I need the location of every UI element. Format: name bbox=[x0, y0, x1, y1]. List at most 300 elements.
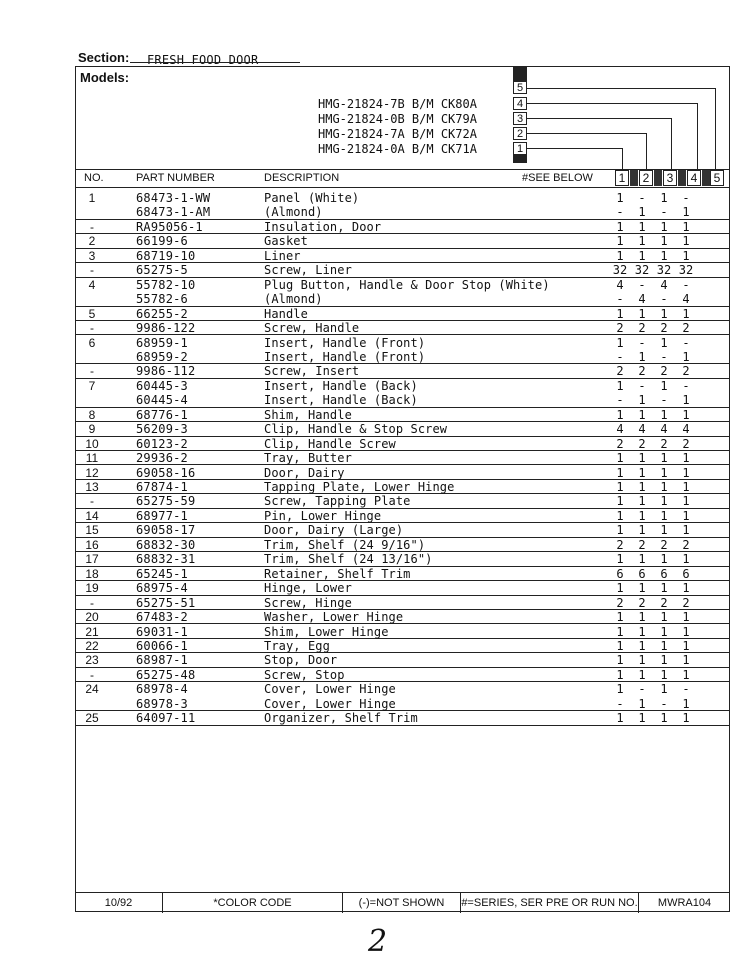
table-row bbox=[75, 479, 730, 494]
row-qty-model-4: 2 bbox=[682, 595, 690, 610]
row-qty-model-1: - bbox=[616, 349, 624, 364]
row-part-number: 68719-10 bbox=[136, 248, 196, 263]
row-item-number: 18 bbox=[85, 566, 99, 581]
row-qty-model-4: - bbox=[682, 378, 690, 393]
col-header-see-below: #SEE BELOW bbox=[522, 172, 593, 184]
row-item-number: 3 bbox=[88, 248, 96, 263]
row-description: Clip, Handle & Stop Screw bbox=[264, 422, 448, 437]
row-item-number: 21 bbox=[85, 624, 99, 639]
row-part-number: 68832-30 bbox=[136, 537, 196, 552]
row-qty-model-2: 1 bbox=[638, 624, 646, 639]
row-qty-model-3: 1 bbox=[660, 711, 668, 726]
row-item-number: 7 bbox=[88, 378, 96, 393]
table-row bbox=[75, 363, 730, 378]
row-qty-model-1: - bbox=[616, 292, 624, 307]
row-qty-model-2: 1 bbox=[638, 508, 646, 523]
row-qty-model-2: 1 bbox=[638, 219, 646, 234]
row-item-number: 17 bbox=[85, 552, 99, 567]
row-qty-model-1: 4 bbox=[616, 422, 624, 437]
row-part-number: 65275-51 bbox=[136, 595, 196, 610]
row-qty-model-3: 1 bbox=[660, 407, 668, 422]
row-part-number: 60066-1 bbox=[136, 638, 188, 653]
row-qty-model-2: 1 bbox=[638, 465, 646, 480]
row-item-number: 8 bbox=[88, 407, 96, 422]
row-qty-model-4: 2 bbox=[682, 436, 690, 451]
page-number: 2 bbox=[368, 924, 388, 959]
row-qty-model-1: - bbox=[616, 393, 624, 408]
model-box-marker-bottom bbox=[513, 155, 527, 163]
row-item-number: - bbox=[90, 667, 94, 682]
row-qty-model-3: - bbox=[660, 205, 668, 220]
row-item-number: 9 bbox=[88, 422, 96, 437]
row-qty-model-2: 2 bbox=[638, 436, 646, 451]
row-item-number: 12 bbox=[85, 465, 99, 480]
row-qty-model-2: 2 bbox=[638, 595, 646, 610]
row-qty-model-4: 1 bbox=[682, 407, 690, 422]
row-qty-model-3: - bbox=[660, 349, 668, 364]
model-box-3: 3 bbox=[513, 112, 527, 125]
model-3-name: HMG-21824-0B B/M CK79A bbox=[318, 112, 477, 126]
row-qty-model-3: 1 bbox=[660, 378, 668, 393]
row-item-number: 13 bbox=[85, 480, 99, 494]
row-qty-model-1: 1 bbox=[616, 191, 624, 205]
row-description: (Almond) bbox=[264, 292, 323, 307]
row-item-number: 6 bbox=[88, 335, 96, 350]
row-qty-model-4: 32 bbox=[678, 263, 694, 278]
col-sep-4 bbox=[702, 170, 710, 186]
row-qty-model-4: 1 bbox=[682, 667, 690, 682]
row-qty-model-3: 4 bbox=[660, 422, 668, 437]
row-qty-model-2: 1 bbox=[638, 306, 646, 321]
row-item-number: - bbox=[90, 219, 94, 234]
row-qty-model-2: - bbox=[638, 378, 646, 393]
row-part-number: 66255-2 bbox=[136, 306, 188, 321]
row-description: Screw, Tapping Plate bbox=[264, 494, 411, 509]
table-row bbox=[75, 508, 730, 523]
row-qty-model-4: 1 bbox=[682, 465, 690, 480]
row-qty-model-2: 4 bbox=[638, 422, 646, 437]
row-qty-model-3: 6 bbox=[660, 566, 668, 581]
table-row bbox=[75, 306, 730, 321]
col-sep-1 bbox=[630, 170, 638, 186]
row-description: Stop, Door bbox=[264, 653, 338, 668]
row-qty-model-2: 4 bbox=[638, 292, 646, 307]
row-part-number: 55782-6 bbox=[136, 292, 188, 307]
table-row bbox=[75, 291, 730, 306]
row-item-number: 4 bbox=[88, 277, 96, 292]
col-header-4: 4 bbox=[687, 170, 701, 186]
col-header-5: 5 bbox=[710, 170, 724, 186]
row-qty-model-1: 1 bbox=[616, 624, 624, 639]
row-item-number: 16 bbox=[85, 537, 99, 552]
row-description: Cover, Lower Hinge bbox=[264, 682, 396, 697]
row-qty-model-2: 2 bbox=[638, 321, 646, 336]
row-qty-model-3: 1 bbox=[660, 306, 668, 321]
row-part-number: 69031-1 bbox=[136, 624, 188, 639]
row-qty-model-3: 1 bbox=[660, 653, 668, 668]
row-qty-model-3: 2 bbox=[660, 537, 668, 552]
row-qty-model-1: 1 bbox=[616, 552, 624, 567]
row-part-number: 68473-1-AM bbox=[136, 205, 211, 220]
row-qty-model-2: 1 bbox=[638, 349, 646, 364]
row-part-number: 29936-2 bbox=[136, 451, 188, 466]
row-item-number: - bbox=[90, 494, 94, 509]
row-qty-model-4: - bbox=[682, 682, 690, 697]
table-row bbox=[75, 595, 730, 610]
row-qty-model-3: 1 bbox=[660, 480, 668, 494]
row-description: Cover, Lower Hinge bbox=[264, 696, 396, 711]
table-row bbox=[75, 248, 730, 263]
row-description: Insert, Handle (Back) bbox=[264, 378, 418, 393]
row-qty-model-3: 1 bbox=[660, 523, 668, 538]
row-qty-model-2: 1 bbox=[638, 480, 646, 494]
col-sep-2 bbox=[654, 170, 662, 186]
table-row bbox=[75, 522, 730, 537]
row-part-number: 65275-48 bbox=[136, 667, 196, 682]
row-description: Tray, Butter bbox=[264, 451, 352, 466]
row-qty-model-2: 1 bbox=[638, 552, 646, 567]
table-row bbox=[75, 652, 730, 667]
row-qty-model-3: 1 bbox=[660, 234, 668, 249]
row-qty-model-1: 32 bbox=[612, 263, 628, 278]
model-1-name: HMG-21824-0A B/M CK71A bbox=[318, 142, 477, 156]
table-row bbox=[75, 320, 730, 335]
row-qty-model-4: 1 bbox=[682, 696, 690, 711]
table-row bbox=[75, 551, 730, 566]
row-part-number: 60445-4 bbox=[136, 393, 188, 408]
table-row bbox=[75, 710, 730, 725]
row-qty-model-1: 1 bbox=[616, 465, 624, 480]
row-description: Shim, Lower Hinge bbox=[264, 624, 389, 639]
row-qty-model-2: 1 bbox=[638, 667, 646, 682]
row-part-number: 68978-4 bbox=[136, 682, 188, 697]
row-item-number: 5 bbox=[88, 306, 96, 321]
row-qty-model-4: - bbox=[682, 191, 690, 205]
row-qty-model-1: 1 bbox=[616, 667, 624, 682]
row-qty-model-1: 1 bbox=[616, 248, 624, 263]
row-qty-model-3: 1 bbox=[660, 552, 668, 567]
row-qty-model-4: 1 bbox=[682, 306, 690, 321]
model-box-1: 1 bbox=[513, 142, 527, 155]
row-qty-model-3: 32 bbox=[656, 263, 672, 278]
row-item-number: 20 bbox=[85, 610, 99, 625]
row-qty-model-1: 1 bbox=[616, 378, 624, 393]
row-description: Screw, Stop bbox=[264, 667, 345, 682]
table-row bbox=[75, 277, 730, 291]
section-value: FRESH FOOD DOOR bbox=[147, 53, 259, 67]
row-part-number: 68977-1 bbox=[136, 508, 188, 523]
row-qty-model-1: 1 bbox=[616, 494, 624, 509]
model-2-name: HMG-21824-7A B/M CK72A bbox=[318, 127, 477, 141]
table-row bbox=[75, 378, 730, 392]
row-qty-model-3: 1 bbox=[660, 191, 668, 205]
table-row bbox=[75, 262, 730, 277]
row-qty-model-4: 1 bbox=[682, 581, 690, 596]
table-row bbox=[75, 219, 730, 234]
row-qty-model-3: - bbox=[660, 393, 668, 408]
row-part-number: 69058-17 bbox=[136, 523, 196, 538]
col-header-part-number: PART NUMBER bbox=[136, 172, 215, 184]
row-qty-model-4: 1 bbox=[682, 494, 690, 509]
col-header-1: 1 bbox=[615, 170, 629, 186]
row-part-number: 65275-59 bbox=[136, 494, 196, 509]
section-label: Section: bbox=[78, 50, 130, 65]
row-part-number: 68978-3 bbox=[136, 696, 188, 711]
row-qty-model-1: 4 bbox=[616, 277, 624, 292]
row-qty-model-2: 1 bbox=[638, 407, 646, 422]
table-row bbox=[75, 667, 730, 682]
row-qty-model-1: 1 bbox=[616, 682, 624, 697]
model-box-5: 5 bbox=[513, 81, 527, 94]
row-qty-model-1: 1 bbox=[616, 234, 624, 249]
table-row bbox=[75, 638, 730, 653]
model-box-4: 4 bbox=[513, 97, 527, 110]
footer-color-code: *COLOR CODE bbox=[163, 893, 343, 913]
row-qty-model-3: 1 bbox=[660, 494, 668, 509]
col-header-no: NO. bbox=[84, 172, 104, 184]
row-qty-model-1: 1 bbox=[616, 711, 624, 726]
row-description: Pin, Lower Hinge bbox=[264, 508, 382, 523]
row-description: Insert, Handle (Front) bbox=[264, 335, 426, 350]
row-item-number: 2 bbox=[88, 234, 96, 249]
row-part-number: 65245-1 bbox=[136, 566, 188, 581]
row-qty-model-3: 1 bbox=[660, 508, 668, 523]
row-qty-model-1: 1 bbox=[616, 581, 624, 596]
row-qty-model-3: 1 bbox=[660, 581, 668, 596]
row-qty-model-2: - bbox=[638, 277, 646, 292]
row-qty-model-2: - bbox=[638, 335, 646, 350]
row-qty-model-2: 1 bbox=[638, 523, 646, 538]
row-qty-model-2: 1 bbox=[638, 581, 646, 596]
row-part-number: RA95056-1 bbox=[136, 219, 203, 234]
row-description: Screw, Handle bbox=[264, 321, 360, 336]
footer-code: MWRA104 bbox=[657, 897, 712, 909]
row-part-number: 68959-2 bbox=[136, 349, 188, 364]
table-row bbox=[75, 493, 730, 508]
row-qty-model-4: 1 bbox=[682, 248, 690, 263]
row-qty-model-1: 6 bbox=[616, 566, 624, 581]
row-qty-model-4: 1 bbox=[682, 653, 690, 668]
row-qty-model-1: 1 bbox=[616, 407, 624, 422]
row-item-number: - bbox=[90, 263, 94, 278]
row-qty-model-3: 2 bbox=[660, 364, 668, 379]
row-description: Door, Dairy bbox=[264, 465, 345, 480]
row-part-number: 68832-31 bbox=[136, 552, 196, 567]
row-qty-model-1: - bbox=[616, 205, 624, 220]
row-qty-model-1: 1 bbox=[616, 219, 624, 234]
row-item-number: 10 bbox=[85, 436, 99, 451]
row-description: Screw, Liner bbox=[264, 263, 352, 278]
row-part-number: 56209-3 bbox=[136, 422, 188, 437]
row-qty-model-2: 2 bbox=[638, 537, 646, 552]
row-part-number: 68975-4 bbox=[136, 581, 188, 596]
table-row bbox=[75, 580, 730, 595]
row-qty-model-4: 2 bbox=[682, 364, 690, 379]
row-item-number: 24 bbox=[85, 682, 99, 697]
table-row bbox=[75, 450, 730, 465]
col-header-description: DESCRIPTION bbox=[264, 172, 340, 184]
row-part-number: 60445-3 bbox=[136, 378, 188, 393]
table-row bbox=[75, 537, 730, 552]
row-qty-model-2: 1 bbox=[638, 711, 646, 726]
row-qty-model-2: 1 bbox=[638, 653, 646, 668]
row-qty-model-4: 1 bbox=[682, 610, 690, 625]
row-part-number: 9986-122 bbox=[136, 321, 196, 336]
row-qty-model-3: - bbox=[660, 292, 668, 307]
row-qty-model-4: 1 bbox=[682, 552, 690, 567]
row-qty-model-2: 32 bbox=[634, 263, 650, 278]
row-qty-model-3: 1 bbox=[660, 451, 668, 466]
row-item-number: - bbox=[90, 595, 94, 610]
row-part-number: 64097-11 bbox=[136, 711, 196, 726]
row-description: Organizer, Shelf Trim bbox=[264, 711, 418, 726]
row-description: Washer, Lower Hinge bbox=[264, 610, 404, 625]
row-part-number: 68987-1 bbox=[136, 653, 188, 668]
row-description: Panel (White) bbox=[264, 191, 360, 205]
row-qty-model-4: 1 bbox=[682, 508, 690, 523]
row-description: Tapping Plate, Lower Hinge bbox=[264, 480, 455, 494]
row-qty-model-1: 1 bbox=[616, 523, 624, 538]
table-row bbox=[75, 436, 730, 451]
row-description: Trim, Shelf (24 13/16") bbox=[264, 552, 433, 567]
row-qty-model-2: 1 bbox=[638, 451, 646, 466]
row-item-number: 14 bbox=[85, 508, 99, 523]
row-description: Gasket bbox=[264, 234, 308, 249]
row-description: Trim, Shelf (24 9/16") bbox=[264, 537, 426, 552]
table-row bbox=[75, 407, 730, 422]
row-item-number: 25 bbox=[85, 711, 99, 726]
row-item-number: 15 bbox=[85, 523, 99, 538]
row-qty-model-4: 1 bbox=[682, 624, 690, 639]
model-box-marker bbox=[513, 67, 527, 81]
row-qty-model-2: 1 bbox=[638, 234, 646, 249]
row-qty-model-4: - bbox=[682, 335, 690, 350]
row-qty-model-3: 1 bbox=[660, 219, 668, 234]
table-row bbox=[75, 681, 730, 695]
row-qty-model-1: 1 bbox=[616, 480, 624, 494]
row-description: Tray, Egg bbox=[264, 638, 330, 653]
row-qty-model-4: 1 bbox=[682, 638, 690, 653]
footer bbox=[75, 892, 730, 913]
row-qty-model-1: 1 bbox=[616, 508, 624, 523]
row-qty-model-2: 6 bbox=[638, 566, 646, 581]
row-qty-model-4: 2 bbox=[682, 537, 690, 552]
row-part-number: 9986-112 bbox=[136, 364, 196, 379]
row-qty-model-2: - bbox=[638, 191, 646, 205]
row-description: Screw, Hinge bbox=[264, 595, 352, 610]
table-row bbox=[75, 190, 730, 204]
row-item-number: 23 bbox=[85, 653, 99, 668]
footer-date: 10/92 bbox=[75, 893, 163, 913]
table-row bbox=[75, 233, 730, 248]
table-row bbox=[75, 392, 730, 407]
row-qty-model-1: 2 bbox=[616, 436, 624, 451]
table-row bbox=[75, 349, 730, 364]
row-qty-model-4: 1 bbox=[682, 393, 690, 408]
row-qty-model-3: 1 bbox=[660, 248, 668, 263]
row-part-number: 68776-1 bbox=[136, 407, 188, 422]
row-qty-model-3: 1 bbox=[660, 465, 668, 480]
col-header-3: 3 bbox=[663, 170, 677, 186]
row-item-number: 22 bbox=[85, 638, 99, 653]
table-row bbox=[75, 609, 730, 624]
row-description: Insulation, Door bbox=[264, 219, 382, 234]
row-description: Liner bbox=[264, 248, 301, 263]
row-qty-model-2: 2 bbox=[638, 364, 646, 379]
row-part-number: 67483-2 bbox=[136, 610, 188, 625]
row-qty-model-1: 2 bbox=[616, 364, 624, 379]
row-qty-model-2: 1 bbox=[638, 205, 646, 220]
row-description: Handle bbox=[264, 306, 308, 321]
row-part-number: 66199-6 bbox=[136, 234, 188, 249]
section-underline bbox=[130, 62, 300, 63]
row-qty-model-2: 1 bbox=[638, 696, 646, 711]
row-qty-model-3: 1 bbox=[660, 682, 668, 697]
row-qty-model-1: 1 bbox=[616, 610, 624, 625]
row-item-number: - bbox=[90, 321, 94, 336]
row-qty-model-2: 1 bbox=[638, 638, 646, 653]
row-description: Clip, Handle Screw bbox=[264, 436, 396, 451]
row-part-number: 69058-16 bbox=[136, 465, 196, 480]
row-qty-model-3: 1 bbox=[660, 638, 668, 653]
models-label: Models: bbox=[80, 70, 130, 85]
row-qty-model-4: 4 bbox=[682, 292, 690, 307]
row-qty-model-3: 1 bbox=[660, 667, 668, 682]
table-row bbox=[75, 421, 730, 436]
row-item-number: 1 bbox=[88, 191, 96, 205]
row-description: Hinge, Lower bbox=[264, 581, 352, 596]
row-qty-model-3: 1 bbox=[660, 624, 668, 639]
row-qty-model-4: 1 bbox=[682, 480, 690, 494]
row-description: Insert, Handle (Front) bbox=[264, 349, 426, 364]
row-description: Door, Dairy (Large) bbox=[264, 523, 404, 538]
row-qty-model-2: 1 bbox=[638, 248, 646, 263]
row-qty-model-1: 2 bbox=[616, 537, 624, 552]
connector-1 bbox=[527, 148, 623, 171]
row-qty-model-4: 1 bbox=[682, 711, 690, 726]
row-qty-model-1: 1 bbox=[616, 451, 624, 466]
row-qty-model-2: 1 bbox=[638, 393, 646, 408]
row-qty-model-1: 1 bbox=[616, 306, 624, 321]
row-qty-model-4: 1 bbox=[682, 349, 690, 364]
footer-series: #=SERIES, SER PRE OR RUN NO. bbox=[461, 893, 639, 913]
row-part-number: 67874-1 bbox=[136, 480, 188, 494]
row-part-number: 65275-5 bbox=[136, 263, 188, 278]
row-qty-model-2: 1 bbox=[638, 610, 646, 625]
row-qty-model-1: 1 bbox=[616, 335, 624, 350]
row-qty-model-2: - bbox=[638, 682, 646, 697]
row-qty-model-4: 2 bbox=[682, 321, 690, 336]
model-box-2: 2 bbox=[513, 127, 527, 140]
row-description: Shim, Handle bbox=[264, 407, 352, 422]
row-qty-model-3: - bbox=[660, 696, 668, 711]
row-part-number: 60123-2 bbox=[136, 436, 188, 451]
row-qty-model-3: 1 bbox=[660, 610, 668, 625]
table-row bbox=[75, 696, 730, 711]
row-qty-model-4: - bbox=[682, 277, 690, 292]
table-row bbox=[75, 204, 730, 219]
row-qty-model-4: 1 bbox=[682, 205, 690, 220]
row-qty-model-3: 2 bbox=[660, 321, 668, 336]
model-4-name: HMG-21824-7B B/M CK80A bbox=[318, 97, 477, 111]
row-qty-model-1: 2 bbox=[616, 321, 624, 336]
row-item-number: 19 bbox=[85, 581, 99, 596]
row-qty-model-4: 1 bbox=[682, 523, 690, 538]
row-description: (Almond) bbox=[264, 205, 323, 220]
row-qty-model-1: 1 bbox=[616, 653, 624, 668]
row-description: Plug Button, Handle & Door Stop (White) bbox=[264, 277, 550, 292]
table-row bbox=[75, 335, 730, 349]
